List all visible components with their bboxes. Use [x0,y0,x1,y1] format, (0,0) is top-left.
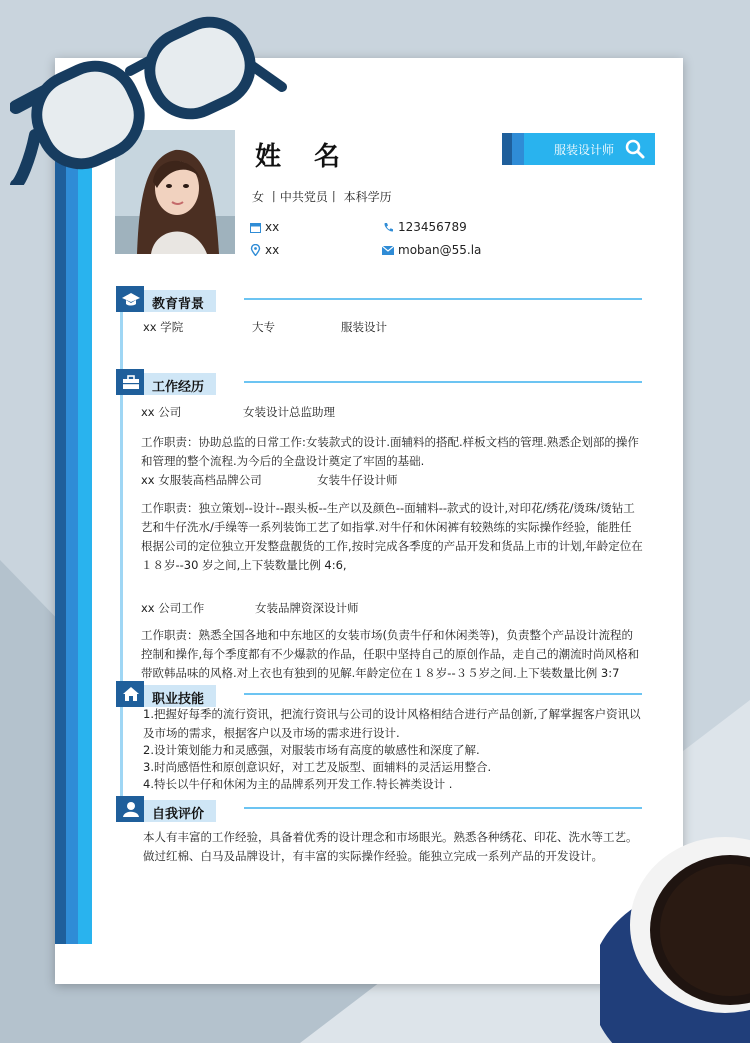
skill-item: 1.把握好每季的流行资讯，把流行资讯与公司的设计风格相结合进行产品创新,了解掌握客户资讯以及市场的需求，根据客户以及市场的需求进行设计. [143,707,641,740]
phone-value: 123456789 [398,220,467,234]
phone-icon [383,222,394,233]
skills-title: 职业技能 [152,692,205,707]
work-header [116,373,216,395]
evaluation-header [116,800,216,822]
evaluation-title: 自我评价 [152,807,205,822]
candidate-name: 姓 名 [255,142,353,172]
job-title-badge [502,133,655,165]
left-stripe-dark [55,98,66,944]
job-duty: 工作职责：熟悉全国各地和中东地区的女装市场(负责牛仔和休闲类等)，负责整个产品设计流程的控制和操作,每个季度都有不少爆款的作品，任职中坚持自己的原创作品，走自己的潮流时尚风格和带欧韩品味的风格.对上衣也有独到的见解.年龄定位在１８岁--３５岁之间.上下装数量比例 3:7 [141,628,640,680]
birth-info [250,220,279,234]
job-position: 女装牛仔设计师 [317,473,398,487]
skill-item: 4.特长以牛仔和休闲为主的品牌系列开发工作.特长裤类设计 . [143,777,453,791]
left-stripe-mid [66,98,78,944]
mail-icon [382,246,394,255]
coffee-cup-decor [600,805,750,1043]
skills-divider [244,693,642,695]
calendar-icon [250,222,261,233]
skill-item: 2.设计策划能力和灵感强，对服装市场有高度的敏感性和深度了解. [143,743,480,757]
skill-item: 3.时尚感悟性和原创意识好，对工艺及版型、面辅料的灵活运用整合. [143,760,492,774]
left-stripe-light [78,98,92,944]
work-divider [244,381,642,383]
job-company: xx 公司 [141,405,182,419]
section-connector [120,393,123,683]
section-connector [120,310,123,370]
job-duty: 工作职责：独立策划--设计--跟头板--生产以及颜色--面辅料--款式的设计,对印花/绣花/烫珠/烫钻工艺和牛仔洗水/手缲等一系列装饰工艺了如指掌.对牛仔和休闲裤有较熟练的实际操作经验，能胜任根据公司的定位独立开发整盘靓货的工作,按时完成各季度的产品开发和货品上市的计划,年龄定位在１８岁--30 岁之间,上下装数量比例 4:6, [141,501,643,572]
job-company: xx 女服装高档品牌公司 [141,473,262,487]
search-icon [624,138,646,164]
skills-header [116,685,216,707]
education-school: xx 学院 [143,320,184,334]
job-duty: 工作职责：协助总监的日常工作:女装款式的设计.面辅料的搭配.样板文档的管理.熟悉企划部的操作和管理的整个流程.为今后的全盘设计奠定了牢固的基础. [141,435,639,468]
education-divider [244,298,642,300]
birth-value: xx [265,220,280,234]
location-value: xx [265,243,280,257]
section-connector [120,705,123,797]
education-major: 服装设计 [341,320,387,334]
evaluation-divider [244,807,642,809]
evaluation-text: 本人有丰富的工作经验，具备着优秀的设计理念和市场眼光。熟悉各种绣花、印花、洗水等工艺。做过红棉、白马及品牌设计，有丰富的实际操作经验。能独立完成一系列产品的开发设计。 [143,830,638,863]
personal-meta: 女 丨中共党员丨 本科学历 [252,190,392,204]
education-title: 教育背景 [152,297,205,312]
job-title-label: 服装设计师 [554,143,615,157]
location-info [250,243,279,257]
phone-info [383,220,467,234]
glasses-decor [10,15,290,185]
email-value: moban@55.la [398,243,482,257]
education-header [116,290,216,312]
job-position: 女装品牌资深设计师 [255,601,359,615]
education-degree: 大专 [252,320,275,334]
graduation-cap-icon [122,291,140,311]
user-icon [122,801,140,821]
home-icon [122,686,140,706]
work-title: 工作经历 [152,380,205,395]
location-icon [250,244,261,256]
briefcase-icon [122,374,140,394]
email-info [382,243,481,257]
job-position: 女装设计总监助理 [243,405,335,419]
job-company: xx 公司工作 [141,601,205,615]
